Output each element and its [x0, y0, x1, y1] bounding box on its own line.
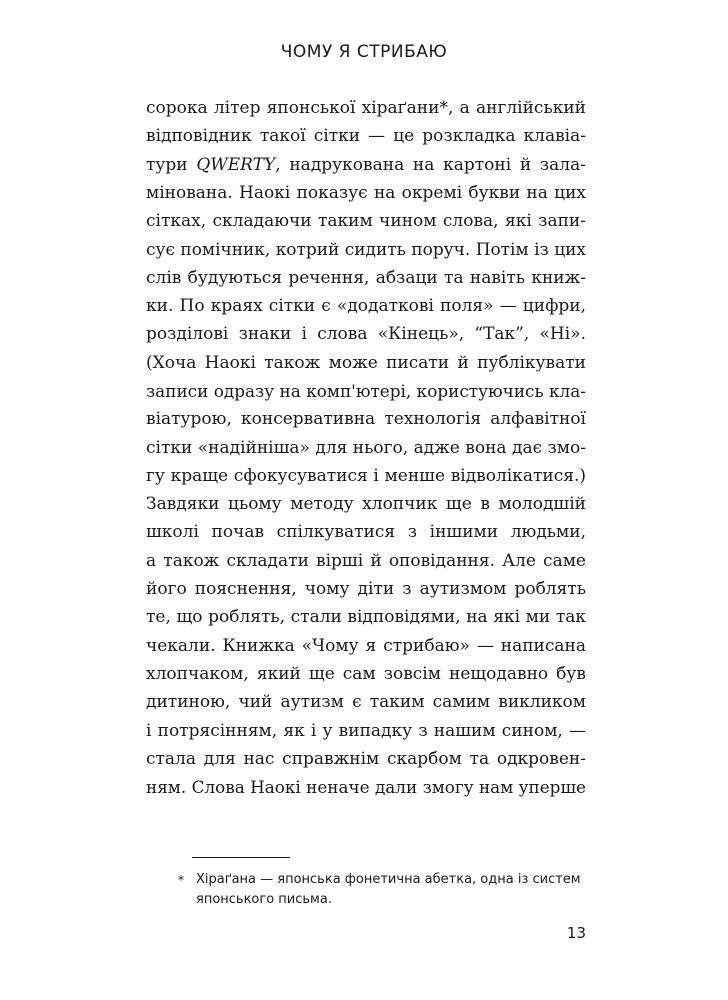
- text-line: записи одразу на комп'ютері, користуючись кла-: [146, 380, 586, 401]
- text-line: мінована. Наокі показує на окремі букви на цих: [146, 182, 586, 203]
- text-line: школі почав спілкуватися з іншими людьми,: [146, 522, 586, 543]
- text-line: відповідник такої сітки — це розкладка клавіа-: [146, 126, 586, 147]
- text-line: сорока літер японської хіраґани*, а англійський: [146, 98, 586, 118]
- footnote-mark: *: [178, 873, 184, 887]
- text-line: дитиною, чий аутизм є таким самим викликом: [146, 692, 586, 713]
- text-line: ки. По краях сітки є «додаткові поля» — цифри,: [146, 296, 586, 317]
- page-number: 13: [566, 924, 586, 942]
- footnote-text: [196, 870, 596, 910]
- footnote-divider: [192, 857, 290, 858]
- text-line: те, що роблять, стали відповідями, на які ми так: [146, 607, 586, 628]
- text-line: його пояснення, чому діти з аутизмом роблять: [146, 579, 586, 600]
- text-line: чекали. Книжка «Чому я стрибаю» — написана: [146, 635, 586, 656]
- text-line: Завдяки цьому методу хлопчик ще в молодшій: [146, 494, 586, 515]
- text-line: віатурою, консервативна технологія алфавітної: [146, 409, 586, 430]
- text-line: і потрясінням, як і у випадку з нашим сином, —: [146, 720, 586, 741]
- running-head: ЧОМУ Я СТРИБАЮ: [280, 42, 448, 62]
- qwerty-italic: QWERTY: [196, 154, 276, 175]
- text-line: слів будуються речення, абзаци та навіть книж-: [146, 267, 586, 288]
- text-line: розділові знаки і слова «Кінець», “Так”, «Ні».: [146, 324, 586, 345]
- text-line: тури QWERTY, надрукована на картоні й зала-: [146, 154, 586, 175]
- text-line: (Хоча Наокі також може писати й публікувати: [146, 352, 586, 373]
- footnote-line: Хіраґана — японська фонетична абетка, одна із систем: [196, 872, 581, 887]
- text-line: гу краще сфокусуватися і менше відволікатися.): [146, 465, 586, 486]
- text-line: стала для нас справжнім скарбом та одкровен-: [146, 748, 586, 769]
- text-line: а також складати вірші й оповідання. Але саме: [146, 550, 586, 571]
- text-line: сітках, складаючи таким чином слова, які запи-: [146, 211, 586, 232]
- text-line: хлопчаком, який ще сам зовсім нещодавно був: [146, 663, 586, 684]
- footnote-line: японського письма.: [196, 892, 332, 907]
- text-line: сує помічник, котрий сидить поруч. Потім із цих: [146, 239, 586, 260]
- text-line: ням. Слова Наокі неначе дали змогу нам уперше: [146, 777, 586, 798]
- body-text: [146, 94, 586, 801]
- text-line: сітки «надійніша» для нього, адже вона дає змо-: [146, 437, 586, 458]
